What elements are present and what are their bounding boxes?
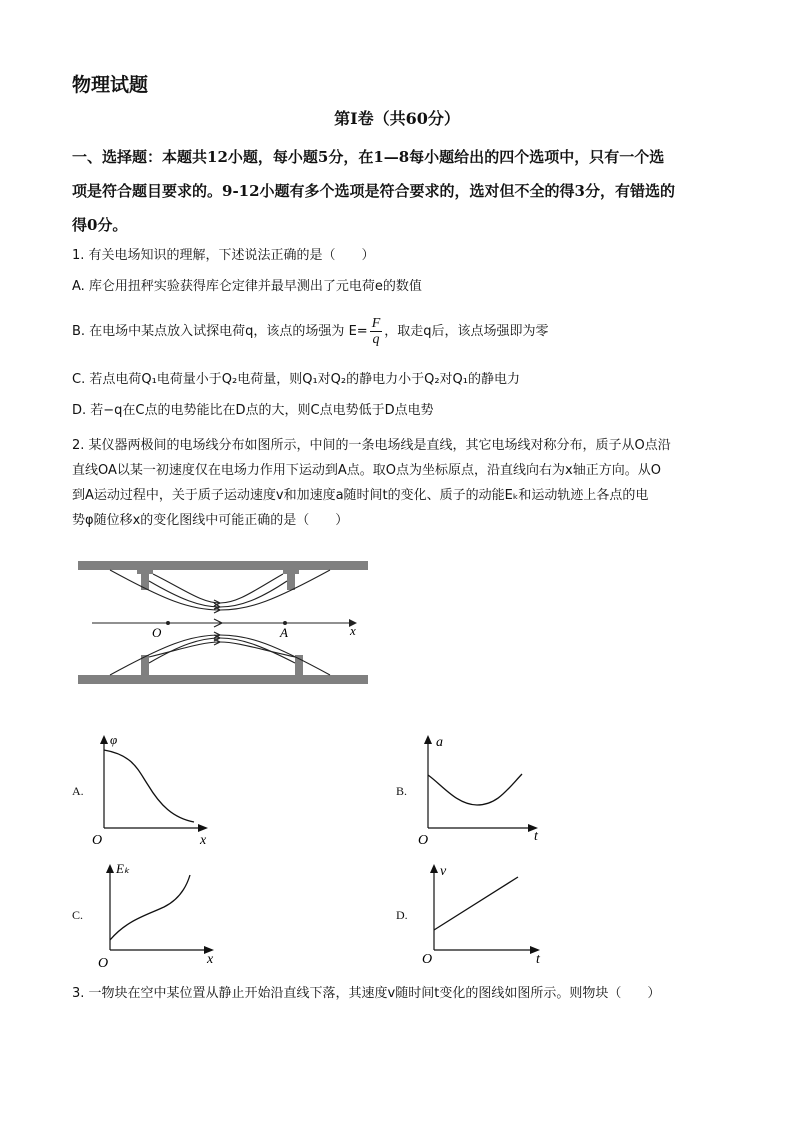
option-a-curve — [104, 750, 194, 822]
field-diagram — [70, 555, 380, 690]
q1-option-a: A. 库仑用扭秤实验获得库仑定律并最早测出了元电荷e的数值 — [72, 279, 422, 294]
option-b-ylabel: a — [436, 735, 443, 750]
option-c-curve — [110, 875, 190, 940]
option-d-line — [434, 877, 518, 930]
option-a-origin: O — [92, 833, 103, 848]
option-a-x-arrow — [198, 824, 208, 832]
formula-numerator: F — [371, 316, 381, 331]
instructions — [72, 140, 724, 242]
instructions-line-2: 项是符合题目要求的。9-12小题有多个选项是符合要求的，选对但不全的得3分，有错选的 — [72, 182, 675, 200]
option-a-label: A. — [72, 784, 84, 798]
q3-stem: 3. 一物块在空中某位置从静止开始沿直线下落，其速度v随时间t变化的图线如图所示。则物块（ ） — [72, 986, 661, 1001]
q2-line-4: 势φ随位移x的变化图线中可能正确的是（ ） — [72, 513, 349, 528]
bottom-right-post — [295, 655, 303, 675]
q2-line-3: 到A运动过程中，关于质子运动速度v和加速度a随时间t的变化、质子的动能Eₖ和运动轨迹上各点的电 — [72, 488, 649, 503]
option-d-graph — [416, 855, 556, 970]
option-b-label: B. — [396, 784, 408, 798]
page-title: 物理试题 — [72, 74, 149, 96]
field-formula — [370, 316, 383, 347]
q1-option-b — [72, 312, 724, 352]
option-b-graph — [412, 730, 552, 850]
option-c-origin: O — [98, 956, 109, 970]
q1-option-d: D. 若−q在C点的电势能比在D点的大，则C点电势低于D点电势 — [72, 403, 434, 418]
label-a: A — [280, 625, 288, 640]
top-plate — [78, 561, 368, 570]
field-line-bottom-3 — [149, 642, 295, 657]
label-x: x — [350, 623, 356, 638]
q1-option-b-pre: B. 在电场中某点放入试探电荷q，该点的场强为 E= — [72, 324, 368, 339]
q1-stem: 1. 有关电场知识的理解，下述说法正确的是（ ） — [72, 248, 375, 263]
instructions-line-3: 得0分。 — [72, 216, 128, 234]
option-b-origin: O — [418, 833, 429, 848]
option-c-label: C. — [72, 908, 84, 922]
field-line-top-3 — [153, 574, 283, 603]
q2-line-2: 直线OA以某一初速度仅在电场力作用下运动到A点。取O点为坐标原点，沿直线向右为x轴正方向。从O — [72, 463, 661, 478]
option-b-xlabel: t — [534, 829, 538, 844]
q1-option-c: C. 若点电荷Q₁电荷量小于Q₂电荷量，则Q₁对Q₂的静电力小于Q₂对Q₁的静电力 — [72, 372, 521, 387]
option-c-y-arrow — [106, 864, 114, 873]
option-b-y-arrow — [424, 735, 432, 744]
option-c-ylabel: Eₖ — [116, 861, 130, 876]
option-a-ylabel: φ — [110, 732, 118, 747]
top-right-post — [287, 570, 295, 590]
option-c-graph — [92, 855, 222, 970]
q2-stem — [72, 433, 724, 533]
instructions-line-1: 一、选择题：本题共12小题，每小题5分，在1—8每小题给出的四个选项中，只有一个选 — [72, 148, 665, 166]
option-d-y-arrow — [430, 864, 438, 873]
option-d-label: D. — [396, 908, 408, 922]
q1-option-b-post: ，取走q后，该点场强即为零 — [384, 324, 549, 339]
point-o — [166, 621, 170, 625]
option-a-graph — [88, 730, 218, 850]
bottom-plate — [78, 675, 368, 684]
option-d-origin: O — [422, 952, 433, 967]
option-b-curve — [428, 774, 522, 805]
section-heading: 第Ⅰ卷（共60分） — [334, 109, 460, 128]
label-o: O — [152, 625, 162, 640]
option-a-y-arrow — [100, 735, 108, 744]
option-d-xlabel: t — [536, 952, 540, 967]
q2-line-1: 2. 某仪器两极间的电场线分布如图所示，中间的一条电场线是直线，其它电场线对称分布，质子从O点沿 — [72, 438, 671, 453]
option-d-ylabel: v — [440, 864, 447, 879]
option-a-xlabel: x — [200, 833, 207, 848]
option-c-xlabel: x — [207, 952, 214, 967]
formula-denominator: q — [372, 332, 380, 347]
